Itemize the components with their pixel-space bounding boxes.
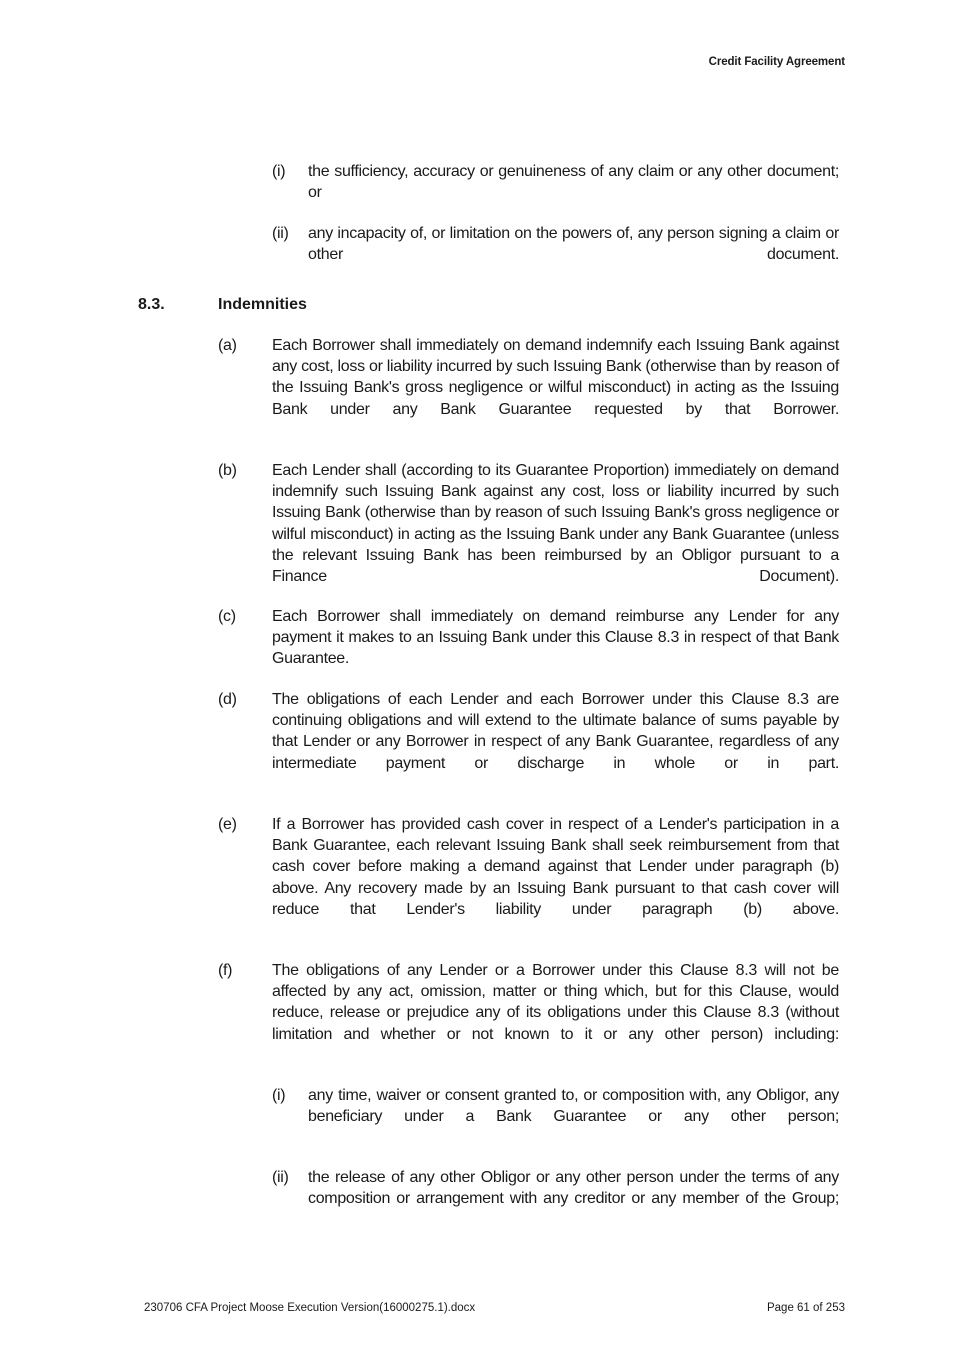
paragraph-text: Each Lender shall (according to its Guarantee Proportion) immediately on demand indemnify such Issuing Bank against any cost, loss or liability incurred by such Issuing Bank (otherwise than by reason of such Issuing Bank's gross negligence or wilful misconduct) in acting as the Issuing Bank under any Bank Guarantee (unless the relevant Issuing Bank has been reimbursed by an Obligor pursuant to a Finance Document). (272, 462, 839, 586)
list-item-label: (ii) (272, 1169, 289, 1186)
paragraph-label: (d) (218, 691, 237, 708)
list-item-text: any time, waiver or consent granted to, or composition with, any Obligor, any beneficiary under a Bank Guarantee or any other person; (308, 1087, 839, 1126)
footer-document-name: 230706 CFA Project Moose Execution Version(16000275.1).docx (144, 1302, 476, 1314)
paragraph-label: (e) (218, 816, 237, 833)
list-item-text: the release of any other Obligor or any other person under the terms of any composition or arrangement with any creditor or any member of the Group; (308, 1169, 839, 1208)
paragraph-text: Each Borrower shall immediately on demand reimburse any Lender for any payment it makes to an Issuing Bank under this Clause 8.3 in respect of that Bank Guarantee. (272, 608, 839, 668)
running-header: Credit Facility Agreement (708, 56, 845, 68)
paragraph-text: Each Borrower shall immediately on demand indemnify each Issuing Bank against any cost, loss or liability incurred by such Issuing Bank (otherwise than by reason of the Issuing Bank's gross negligence or wilful misconduct) in acting as the Issuing Bank under any Bank Guarantee requested by that Borrower. (272, 337, 839, 418)
paragraph-label: (a) (218, 337, 237, 354)
paragraph-text: The obligations of each Lender and each Borrower under this Clause 8.3 are continuing obligations and will extend to the ultimate balance of sums payable by that Lender or any Borrower in respect of any Bank Guarantee, regardless of any intermediate payment or discharge in whole or in part. (272, 691, 839, 772)
list-item-text: the sufficiency, accuracy or genuineness of any claim or any other document; or (308, 163, 839, 202)
section-title: Indemnities (218, 296, 307, 313)
paragraph-text: If a Borrower has provided cash cover in respect of a Lender's participation in a Bank Guarantee, each relevant Issuing Bank shall seek reimbursement from that cash cover before making a demand against that Lender under paragraph (b) above. Any recovery made by an Issuing Bank pursuant to that cash cover will reduce that Lender's liability under paragraph (b) above. (272, 816, 839, 918)
list-item-label: (i) (272, 163, 286, 180)
list-item-label: (ii) (272, 225, 289, 242)
list-item-text: any incapacity of, or limitation on the powers of, any person signing a claim or other document. (308, 225, 839, 264)
paragraph-label: (c) (218, 608, 236, 625)
paragraph-label: (b) (218, 462, 237, 479)
section-number: 8.3. (138, 296, 165, 313)
paragraph-text: The obligations of any Lender or a Borrower under this Clause 8.3 will not be affected by any act, omission, matter or thing which, but for this Clause, would reduce, release or prejudice any of its obligations under this Clause 8.3 (without limitation and whether or not known to it or any other person) including: (272, 962, 839, 1043)
paragraph-label: (f) (218, 962, 233, 979)
footer-page-number: Page 61 of 253 (766, 1302, 845, 1314)
list-item-label: (i) (272, 1087, 286, 1104)
